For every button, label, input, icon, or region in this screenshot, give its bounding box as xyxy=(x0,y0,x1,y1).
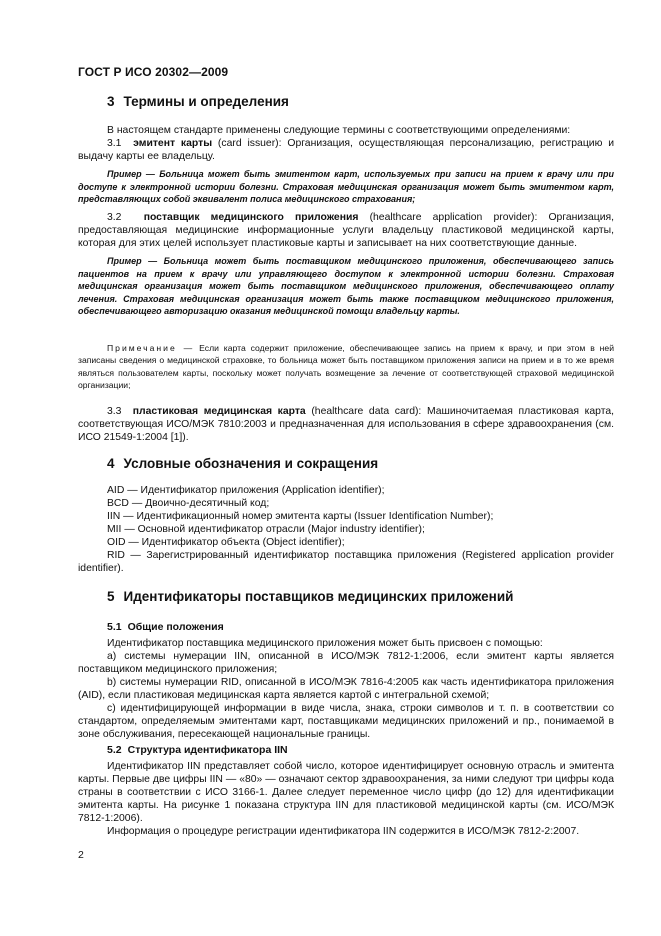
subsection-5-2-paragraph-2: Информация о процедуре регистрации идентификатора IIN содержится в ИСО/МЭК 7812-2:2007. xyxy=(107,826,580,837)
note-label: Примечание — xyxy=(107,343,195,353)
example-1 xyxy=(78,168,614,206)
term-card-issuer xyxy=(78,137,614,163)
term-healthcare-application-provider xyxy=(78,211,614,250)
note-text: Если карта содержит приложение, обеспечивающее запись на прием к врачу, и при этом в ней записаны сведения о медицинской страховке, то больница может быть поставщиком приложения записи на прием и в то же время являться пользователем карты, поскольку может получать возмещение за лечение от соответствующей страховой медицинской организации; xyxy=(78,343,615,391)
note xyxy=(78,342,614,392)
section-3-heading xyxy=(107,94,289,109)
term-definition: Организация, предоставляющая медицинские информационные услуги владельцу пластиковой медицинской карты, которая для этих целей использует пластиковые карты и записывает на них соответствующие данные. xyxy=(78,212,615,249)
subsection-number: 5.2 xyxy=(107,744,122,756)
term-english: (healthcare data card): xyxy=(311,406,422,417)
section-number: 4 xyxy=(107,456,115,471)
section-3-intro: В настоящем стандарте применены следующие термины с соответствующими определениями: xyxy=(107,125,571,136)
term-name: пластиковая медицинская карта xyxy=(132,406,306,417)
example-label: Пример — xyxy=(107,169,155,179)
term-healthcare-data-card xyxy=(78,405,614,444)
example-text: Больница может быть поставщиком медицинского приложения, обеспечивающего запись пациентов на прием к врачу или управляющего доступом к электронной истории болезни. Страховая медицинская организация может быть поставщиком медицинского приложения, обеспечивающего оплату лечения. Страховая медицинская организация может быть также поставщиком медицинского приложения, обеспечивающего авторизацию оказания медицинской помощи владельцу карты. xyxy=(78,256,614,317)
abbreviations-list xyxy=(78,484,614,575)
term-english: (card issuer): xyxy=(217,138,282,149)
list-item-b: b) системы нумерации RID, описанной в ИСО/МЭК 7816-4:2005 как часть идентификатора приложения (AID), если пластиковая медицинская карта является картой с интегральной схемой; xyxy=(78,677,614,701)
term-definition: Организация, осуществляющая персонализацию, регистрацию и выдачу карты ее владельцу. xyxy=(78,138,615,162)
subsection-5-2-heading xyxy=(107,744,288,756)
term-definition: Машиночитаемая пластиковая карта, соответствующая ИСО/МЭК 7810:2003 и предназначенная для использования в сфере здравоохранения (см. ИСО 21549-1:2004 [1]). xyxy=(78,406,615,443)
subsection-5-1-intro: Идентификатор поставщика медицинского приложения может быть присвоен с помощью: xyxy=(107,638,543,649)
abbreviation-item: AID — Идентификатор приложения (Application identifier); xyxy=(107,485,385,496)
subsection-title: Общие положения xyxy=(127,621,224,633)
subsection-5-1-heading xyxy=(107,621,224,633)
subsection-title: Структура идентификатора IIN xyxy=(127,744,288,756)
term-number: 3.2 xyxy=(107,212,122,223)
term-name: эмитент карты xyxy=(133,138,213,149)
document-header: ГОСТ Р ИСО 20302—2009 xyxy=(78,65,229,79)
section-title: Условные обозначения и сокращения xyxy=(123,456,379,471)
page-number: 2 xyxy=(78,849,84,861)
subsection-5-2-paragraph-1: Идентификатор IIN представляет собой число, которое идентифицирует основную отрасль и эмитента карты. Первые две цифры IIN — «80» — означают сектор здравоохранения, за ними следуют три цифры кода страны в соответствии с ИСО 3166-1. Далее следует переменное число цифр (до 12) для идентификации эмитента карты. На рисунке 1 показана структура IIN для пластиковой медицинской карты (см. ИСО/МЭК 7812-1:2006). xyxy=(78,761,614,824)
example-2 xyxy=(78,255,614,318)
list-item-c: с) идентифицирующей информации в виде числа, знака, строки символов и т. п. в соответствии со стандартом, определяемым эмитентами карт, поставщиками медицинских приложений и пр., понимаемой в зоне обслуживания, пересекающей национальные границы. xyxy=(78,703,614,740)
term-english: (healthcare application provider): xyxy=(369,212,538,223)
abbreviation-item: BCD — Двоично-десятичный код; xyxy=(107,498,270,509)
section-4-heading xyxy=(107,456,378,471)
term-number: 3.3 xyxy=(107,406,122,417)
section-number: 3 xyxy=(107,94,115,109)
section-number: 5 xyxy=(107,589,115,604)
term-name: поставщик медицинского приложения xyxy=(143,212,359,223)
subsection-number: 5.1 xyxy=(107,621,122,633)
abbreviation-item: OID — Идентификатор объекта (Object identifier); xyxy=(107,537,345,548)
section-title: Термины и определения xyxy=(123,94,289,109)
abbreviation-item: MII — Основной идентификатор отрасли (Major industry identifier); xyxy=(107,524,425,535)
section-5-heading xyxy=(107,589,513,604)
abbreviation-item: RID — Зарегистрированный идентификатор поставщика приложения (Registered application provider identifier). xyxy=(78,550,614,574)
section-title: Идентификаторы поставщиков медицинских приложений xyxy=(123,589,514,604)
example-label: Пример — xyxy=(107,256,158,266)
example-text: Больница может быть эмитентом карт, используемых при записи на прием к врачу или при доступе к электронной истории болезни. Страховая медицинская организация может быть эмитентом карт, представляющих собой эквивалент полиса медицинского страхования; xyxy=(78,169,614,205)
term-number: 3.1 xyxy=(107,138,122,149)
abbreviation-item: IIN — Идентификационный номер эмитента карты (Issuer Identification Number); xyxy=(107,511,494,522)
list-item-a: а) системы нумерации IIN, описанной в ИСО/МЭК 7812-1:2006, если эмитент карты является поставщиком медицинского приложения; xyxy=(78,651,614,675)
